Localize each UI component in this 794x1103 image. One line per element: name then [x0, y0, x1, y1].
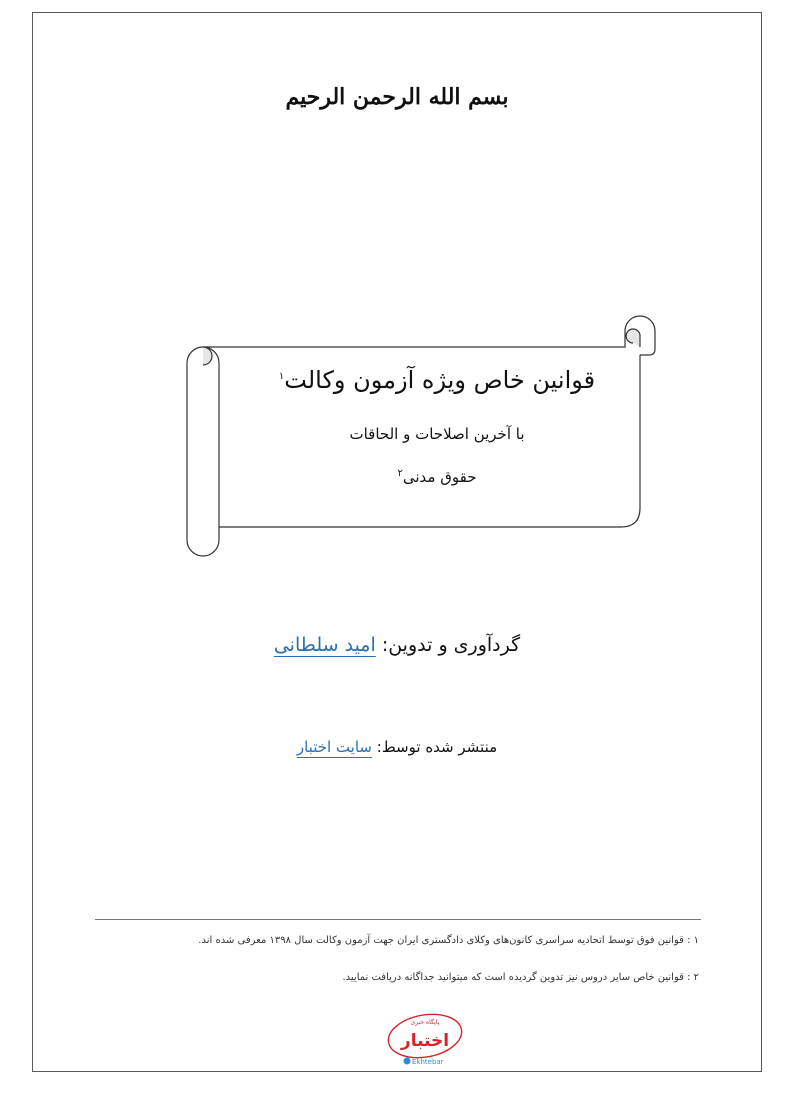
logo-main-text: اختبار [400, 1031, 450, 1051]
logo-arc-text: پایگاه خبری [410, 1019, 440, 1026]
compiler-label: گردآوری و تدوین: [381, 634, 521, 656]
document-topic: حقوق مدنی$^۲$ [397, 468, 477, 486]
publisher-name-link[interactable]: سایت اختبار [296, 738, 372, 756]
publisher-line [0, 738, 794, 756]
footnote-1: ۱ : قوانین فوق توسط اتحادیه سراسری کانون‌های وکلای دادگستری ایران جهت آزمون وکالت سال ۱۳۹۸ معرفی شده اند. [198, 935, 699, 946]
footnote-ref-2[interactable]: ۲ [397, 468, 403, 479]
footnote-2: ۲ : قوانین خاص سایر دروس نیز تدوین گردیده است که میتوانید جداگانه دریافت نمایید. [342, 972, 699, 983]
ekhtebar-logo [385, 1012, 465, 1066]
footnote-ref-1[interactable]: ۱ [278, 371, 285, 382]
logo-caption: Ekhtebar [412, 1058, 444, 1066]
compiler-name-link[interactable]: امید سلطانی [273, 634, 376, 656]
document-title: قوانین خاص ویژه آزمون وکالت$^۱$ [278, 366, 596, 394]
basmala: بسم الله الرحمن الرحیم [285, 84, 509, 110]
publisher-label: منتشر شده توسط: [376, 738, 498, 756]
footnote-divider [95, 919, 701, 920]
compiler-line [0, 634, 794, 656]
document-subtitle: با آخرین اصلاحات و الحاقات [349, 425, 525, 443]
